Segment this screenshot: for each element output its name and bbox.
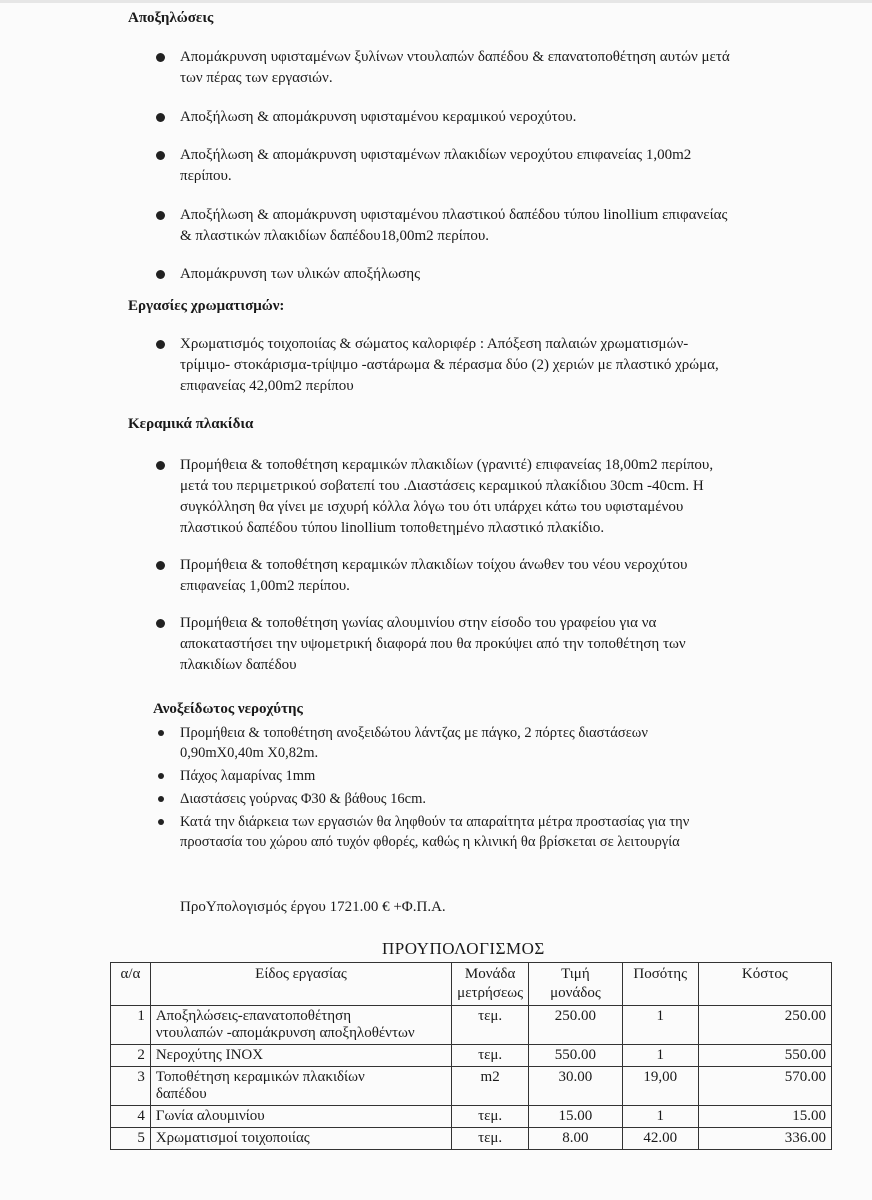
tiles-list <box>180 455 812 676</box>
list-item <box>180 723 820 763</box>
row-quantity: 1 <box>622 1045 698 1067</box>
bullet-icon <box>158 819 164 825</box>
row-quantity: 1 <box>622 1106 698 1128</box>
bullet-icon <box>158 796 164 802</box>
item-text-line: Προμήθεια & τοποθέτηση γωνίας αλουμινίου στην είσοδο του γραφείου για να <box>180 615 657 631</box>
list-item <box>180 264 812 285</box>
bullet-icon <box>158 773 164 779</box>
row-quantity: 42.00 <box>622 1128 698 1150</box>
sink-list <box>180 723 820 852</box>
column-header-price: Τιμή μονάδος <box>529 963 623 1006</box>
row-description: Αποξηλώσεις-επανατοποθέτηση ντουλαπών -απομάκρυνση αποξηλοθέντων <box>150 1006 451 1045</box>
row-cost: 336.00 <box>698 1128 831 1150</box>
row-unit: τεμ. <box>452 1006 529 1045</box>
row-cost: 15.00 <box>698 1106 831 1128</box>
row-cost: 550.00 <box>698 1045 831 1067</box>
item-text-line: Προμήθεια & τοποθέτηση ανοξειδώτου λάντζας με πάγκο, 2 πόρτες διαστάσεων <box>180 725 648 741</box>
row-unit: τεμ. <box>452 1128 529 1150</box>
column-header-qty: Ποσότης <box>622 963 698 1006</box>
list-item <box>180 812 820 852</box>
row-unit-price: 8.00 <box>529 1128 623 1150</box>
item-text-line: προστασία του χώρου από τυχόν φθορές, καθώς η κλινική θα βρίσκεται σε λειτουργία <box>180 834 680 850</box>
table-header-row <box>111 963 832 1006</box>
item-text-line: & πλαστικών πλακιδίων δαπέδου18,00m2 περίπου. <box>180 228 490 244</box>
row-description: Γωνία αλουμινίου <box>150 1106 451 1128</box>
list-item <box>180 47 812 89</box>
list-item <box>180 145 812 187</box>
bullet-icon <box>156 113 165 122</box>
removals-list <box>180 47 812 285</box>
item-text-line: Διαστάσεις γούρνας Φ30 & βάθους 16cm. <box>180 791 427 807</box>
list-item <box>180 455 812 539</box>
list-item <box>180 766 820 786</box>
column-header-cost: Κόστος <box>698 963 831 1006</box>
item-text-line: των πέρας των εργασιών. <box>180 70 333 86</box>
item-text-line: επιφανείας 42,00m2 περίπου <box>180 378 354 394</box>
column-header-unit: Μονάδα μετρήσεως <box>452 963 529 1006</box>
table-row <box>111 1128 832 1150</box>
row-unit: τεμ. <box>452 1045 529 1067</box>
bullet-icon <box>156 270 165 279</box>
item-text-line: Αποξήλωση & απομάκρυνση υφισταμένων πλακιδίων νεροχύτου επιφανείας 1,00m2 <box>180 147 692 163</box>
row-description: Νεροχύτης INOX <box>150 1045 451 1067</box>
list-item <box>180 334 812 397</box>
item-text-line: Απομάκρυνση υφισταμένων ξυλίνων ντουλαπών δαπέδου & επανατοποθέτηση αυτών μετά <box>180 49 730 65</box>
item-text-line: Κατά την διάρκεια των εργασιών θα ληφθούν τα απαραίτητα μέτρα προστασίας για την <box>180 814 690 830</box>
item-text-line: επιφανείας 1,00m2 περίπου. <box>180 578 350 594</box>
list-item <box>180 613 812 676</box>
row-quantity: 1 <box>622 1006 698 1045</box>
item-text-line: περίπου. <box>180 168 232 184</box>
bullet-icon <box>156 211 165 220</box>
item-text-line: μετά του περιμετρικού σοβατεπί του .Διαστάσεις κεραμικού πλακίδιου 30cm -40cm. Η <box>180 478 704 494</box>
item-text-line: 0,90mX0,40m X0,82m. <box>180 745 319 761</box>
list-item <box>180 789 820 809</box>
item-text-line: πλακιδίων δαπέδου <box>180 657 297 673</box>
row-number: 5 <box>111 1128 151 1150</box>
table-row <box>111 1067 832 1106</box>
bullet-icon <box>158 730 164 736</box>
painting-list <box>180 334 812 397</box>
table-row <box>111 1006 832 1045</box>
row-cost: 570.00 <box>698 1067 831 1106</box>
row-unit-price: 15.00 <box>529 1106 623 1128</box>
row-description: Τοποθέτηση κεραμικών πλακιδίων δαπέδου <box>150 1067 451 1106</box>
bullet-icon <box>156 461 165 470</box>
item-text-line: Πάχος λαμαρίνας 1mm <box>180 768 316 784</box>
row-unit-price: 250.00 <box>529 1006 623 1045</box>
list-item <box>180 205 812 247</box>
row-number: 2 <box>111 1045 151 1067</box>
section-heading-sink: Ανοξείδωτος νεροχύτης <box>153 701 303 717</box>
column-header-type: Είδος εργασίας <box>150 963 451 1006</box>
row-unit-price: 550.00 <box>529 1045 623 1067</box>
bullet-icon <box>156 619 165 628</box>
section-heading-removals: Αποξηλώσεις <box>128 10 214 26</box>
bullet-icon <box>156 340 165 349</box>
item-text-line: Αποξήλωση & απομάκρυνση υφισταμένου πλαστικού δαπέδου τύπου linollium επιφανείας <box>180 207 728 223</box>
row-number: 3 <box>111 1067 151 1106</box>
column-header-aa: α/α <box>111 963 151 1006</box>
scan-edge <box>0 0 872 3</box>
budget-total-line: ΠροΥπολογισμός έργου 1721.00 € +Φ.Π.Α. <box>180 899 446 915</box>
item-text-line: Προμήθεια & τοποθέτηση κεραμικών πλακιδίων (γρανιτέ) επιφανείας 18,00m2 περίπου, <box>180 457 714 473</box>
item-text-line: αποκαταστήσει την υψομετρική διαφορά που θα προκύψει από την τοποθέτηση των <box>180 636 686 652</box>
section-heading-painting: Εργασίες χρωματισμών: <box>128 298 285 314</box>
item-text-line: Αποξήλωση & απομάκρυνση υφισταμένου κεραμικού νεροχύτου. <box>180 109 577 125</box>
section-heading-tiles: Κεραμικά πλακίδια <box>128 416 254 432</box>
list-item <box>180 107 812 128</box>
table-row <box>111 1106 832 1128</box>
item-text-line: συγκόλληση θα γίνει με ισχυρή κόλλα λόγω του ότι υπάρχει κάτω του υφισταμένου <box>180 499 684 515</box>
item-text-line: Χρωματισμός τοιχοποιίας & σώματος καλοριφέρ : Απόξεση παλαιών χρωματισμών- <box>180 336 689 352</box>
row-unit: m2 <box>452 1067 529 1106</box>
row-number: 4 <box>111 1106 151 1128</box>
list-item <box>180 555 812 597</box>
row-unit: τεμ. <box>452 1106 529 1128</box>
budget-table-title: ΠΡΟΥΠΟΛΟΓΙΣΜΟΣ <box>382 939 545 958</box>
budget-table <box>110 962 832 1150</box>
bullet-icon <box>156 53 165 62</box>
item-text-line: τρίμιμο- στοκάρισμα-τρίψιμο -αστάρωμα & πέρασμα δύο (2) χεριών με πλαστικό χρώμα, <box>180 357 719 373</box>
row-quantity: 19,00 <box>622 1067 698 1106</box>
bullet-icon <box>156 151 165 160</box>
bullet-icon <box>156 561 165 570</box>
table-row <box>111 1045 832 1067</box>
row-unit-price: 30.00 <box>529 1067 623 1106</box>
item-text-line: πλαστικού δαπέδου τύπου linollium τοποθετημένο πλαστικό πλακίδιο. <box>180 520 605 536</box>
row-description: Χρωματισμοί τοιχοποιίας <box>150 1128 451 1150</box>
row-number: 1 <box>111 1006 151 1045</box>
item-text-line: Απομάκρυνση των υλικών αποξήλωσης <box>180 266 421 282</box>
item-text-line: Προμήθεια & τοποθέτηση κεραμικών πλακιδίων τοίχου άνωθεν του νέου νεροχύτου <box>180 557 688 573</box>
row-cost: 250.00 <box>698 1006 831 1045</box>
